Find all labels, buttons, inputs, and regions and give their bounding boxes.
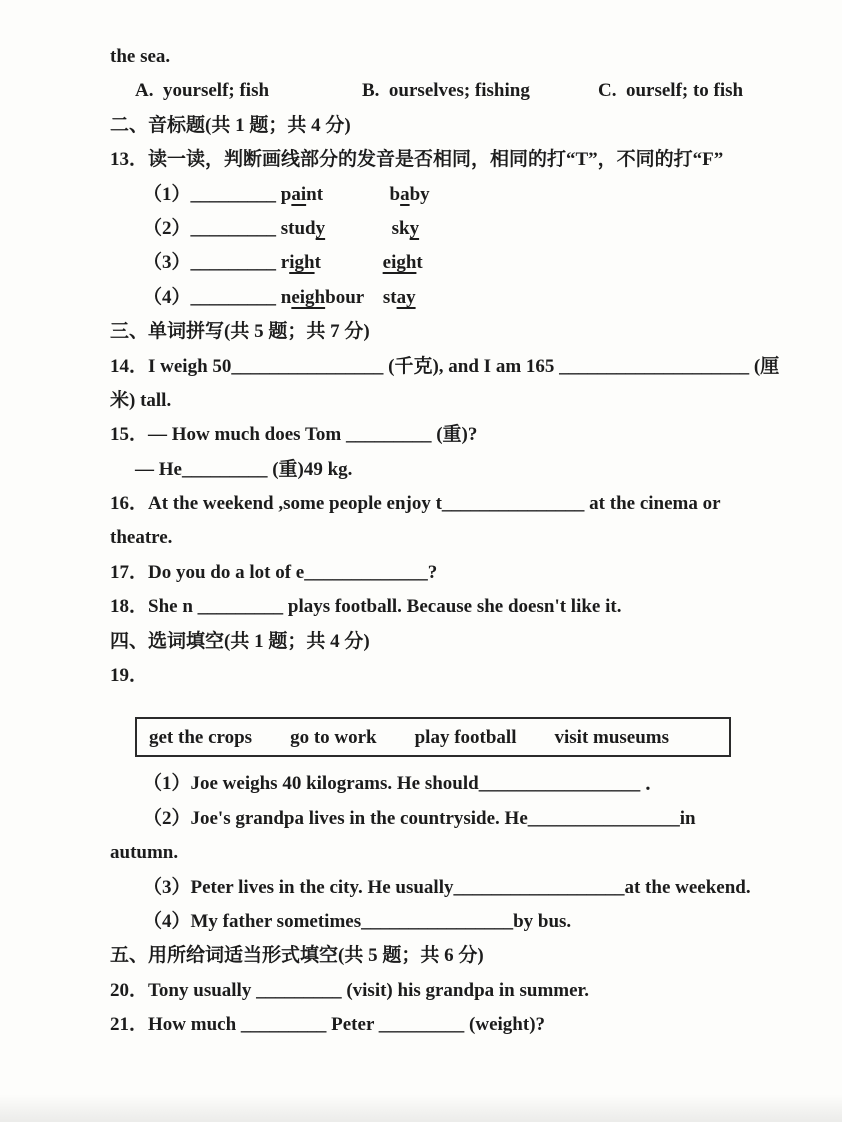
- text-segment: 14．I weigh 50________________ (千克), and I am 165 ____________________ (厘: [110, 355, 780, 377]
- item-19-3: [110, 871, 751, 905]
- text-segment: A. yourself; fish: [135, 80, 270, 102]
- item-13-2: [110, 212, 742, 246]
- item-13-4: [110, 281, 742, 315]
- text-segment: theatre.: [110, 527, 173, 549]
- text-segment: 21．How much _________ Peter _________ (weight)?: [110, 1014, 546, 1036]
- section-3-heading: [110, 315, 742, 349]
- text-segment: （4）My father sometimes________________by bus.: [143, 910, 572, 932]
- text-segment: C. ourself; to fish: [598, 80, 744, 102]
- text-segment: B. ourselves; fishing: [362, 80, 530, 102]
- word-bank-box: [135, 717, 731, 757]
- text-segment: 米) tall.: [110, 389, 172, 411]
- text-segment: — He_________ (重)49 kg.: [135, 458, 353, 480]
- underlined-letters: y: [315, 217, 326, 239]
- underlined-letters: ay: [396, 286, 416, 308]
- text-segment: 17．Do you do a lot of e_____________?: [110, 561, 438, 583]
- item-13-1: [110, 178, 742, 212]
- text-segment: （1）Joe weighs 40 kilograms. He should_________________ ．: [143, 773, 664, 795]
- text-segment: t: [314, 252, 321, 274]
- text-segment: t: [416, 252, 423, 274]
- text-segment: get the crops go to work play football visit museums: [149, 727, 670, 749]
- question-19: [110, 659, 742, 693]
- underlined-letters: a: [400, 183, 410, 205]
- text-segment: （4）_________: [143, 286, 281, 308]
- item-19-1: [110, 767, 742, 801]
- text-segment: st: [382, 286, 397, 308]
- text-segment: 18．She n _________ plays football. Because she doesn't like it.: [110, 596, 622, 618]
- text-segment: autumn.: [110, 842, 179, 864]
- question-18: [110, 590, 742, 624]
- underlined-letters: eigh: [382, 252, 417, 274]
- text-segment: nt: [306, 183, 324, 205]
- text-segment: sk: [391, 217, 410, 239]
- item-13-3: [110, 246, 742, 280]
- question-12-options: [110, 74, 742, 108]
- underlined-letters: igh: [289, 252, 315, 274]
- question-15-line1: [110, 418, 742, 452]
- text-segment: p: [280, 183, 292, 205]
- text-segment: 13．读一读，判断画线部分的发音是否相同，相同的打“T”，不同的打“F”: [110, 149, 724, 171]
- question-15-line2: [110, 453, 742, 487]
- text-segment: 20．Tony usually _________ (visit) his grandpa in summer.: [110, 979, 589, 1001]
- question-13: [110, 143, 742, 177]
- text-segment: （3）_________: [143, 252, 281, 274]
- text-segment: bour: [325, 286, 364, 308]
- text-segment: [323, 184, 390, 205]
- section-2-heading: [110, 109, 742, 143]
- text-segment: 19．: [110, 665, 149, 687]
- text-segment: 15．— How much does Tom _________ (重)?: [110, 424, 478, 446]
- question-14-line2: [110, 384, 742, 418]
- section-4-heading: [110, 625, 742, 659]
- text-segment: （3）Peter lives in the city. He usually__________________at the weekend.: [143, 876, 751, 898]
- question-17: [110, 556, 742, 590]
- question-16-line1: [110, 487, 742, 521]
- text-segment: stud: [280, 217, 316, 239]
- text-segment: 三、单词拼写(共 5 题；共 7 分): [110, 321, 370, 343]
- text-segment: （2）Joe's grandpa lives in the countryside. He________________in: [143, 807, 696, 829]
- question-20: [110, 974, 742, 1008]
- text-segment: n: [280, 286, 292, 308]
- section-5-heading: [110, 939, 742, 973]
- underlined-letters: eigh: [291, 286, 326, 308]
- question-21: [110, 1008, 742, 1042]
- underlined-letters: y: [409, 217, 420, 239]
- text-segment: （2）_________: [143, 217, 281, 239]
- question-16-line2: [110, 521, 742, 555]
- text-segment: [321, 252, 383, 273]
- text-segment: 四、选词填空(共 1 题；共 4 分): [110, 630, 370, 652]
- text-segment: [325, 218, 392, 239]
- text-segment: [364, 287, 383, 308]
- text-segment: by: [409, 183, 430, 205]
- text-segment: the sea.: [110, 46, 171, 67]
- text-segment: b: [389, 183, 401, 205]
- underlined-letters: ai: [291, 183, 307, 205]
- item-19-4: [110, 905, 742, 939]
- text-segment: 五、用所给词适当形式填空(共 5 题；共 6 分): [110, 945, 484, 967]
- question-14-line1: [110, 350, 780, 384]
- line-the-sea: [110, 40, 742, 74]
- text-segment: 16．At the weekend ,some people enjoy t_______________ at the cinema or: [110, 493, 721, 515]
- item-19-2-cont: [110, 836, 742, 870]
- text-segment: r: [280, 252, 290, 274]
- text-segment: 二、音标题(共 1 题；共 4 分): [110, 114, 351, 136]
- item-19-2: [110, 802, 742, 836]
- text-segment: （1）_________: [143, 183, 281, 205]
